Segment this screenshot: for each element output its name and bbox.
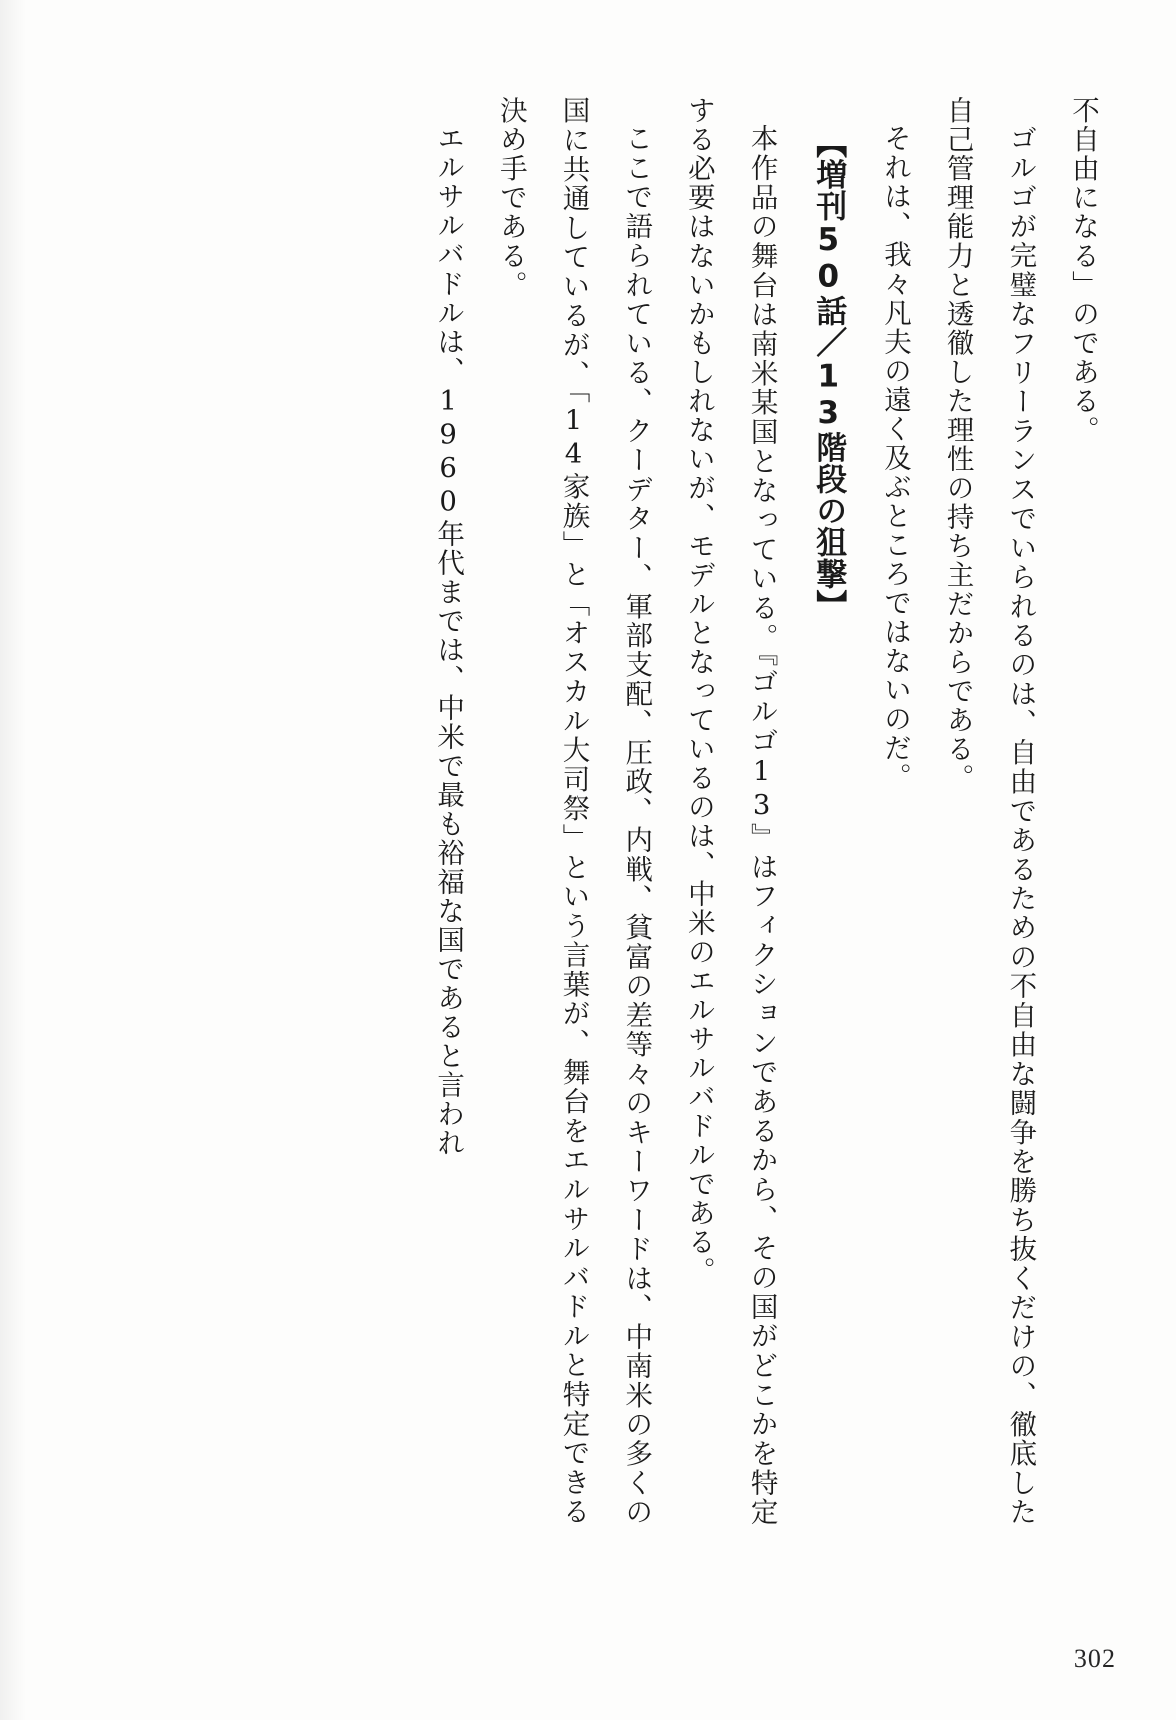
paragraph-6: ここで語られている、クーデター、軍部支配、圧政、内戦、貧富の差等々のキーワードは、中南米の多くの国に共通しているが、「14家族」と「オスカル大司祭」という言葉が、舞台をエルサルバドルと特定できる決め手である。 (494, 96, 653, 1526)
paragraph-7: エルサルバドルは、1960年代までは、中米で最も裕福な国であると言われ (432, 123, 465, 1157)
paragraph-2: ゴルゴが完璧なフリーランスでいられるのは、自由であるための不自由な闘争を勝ち抜くだけの、徹底した自己管理能力と透徹した理性の持ち主だからである。 (941, 96, 1037, 1526)
paragraph-1: 不自由になる」のである。 (1067, 96, 1099, 445)
section-heading: 【増刊50話／13階段の狙撃】 (810, 127, 847, 622)
paragraph-5: 本作品の舞台は南米某国となっている。『ゴルゴ13』はフィクションであるから、その国がどこかを特定する必要はないかもしれないが、モデルとなっているのは、中米のエルサルバドルである。 (682, 96, 778, 1526)
page-gutter-shading (0, 0, 26, 1720)
page-number: 302 (1073, 1644, 1116, 1673)
paragraph-3: それは、我々凡夫の遠く及ぶところではないのだ。 (878, 123, 911, 791)
vertical-text-body (118, 96, 1114, 1526)
